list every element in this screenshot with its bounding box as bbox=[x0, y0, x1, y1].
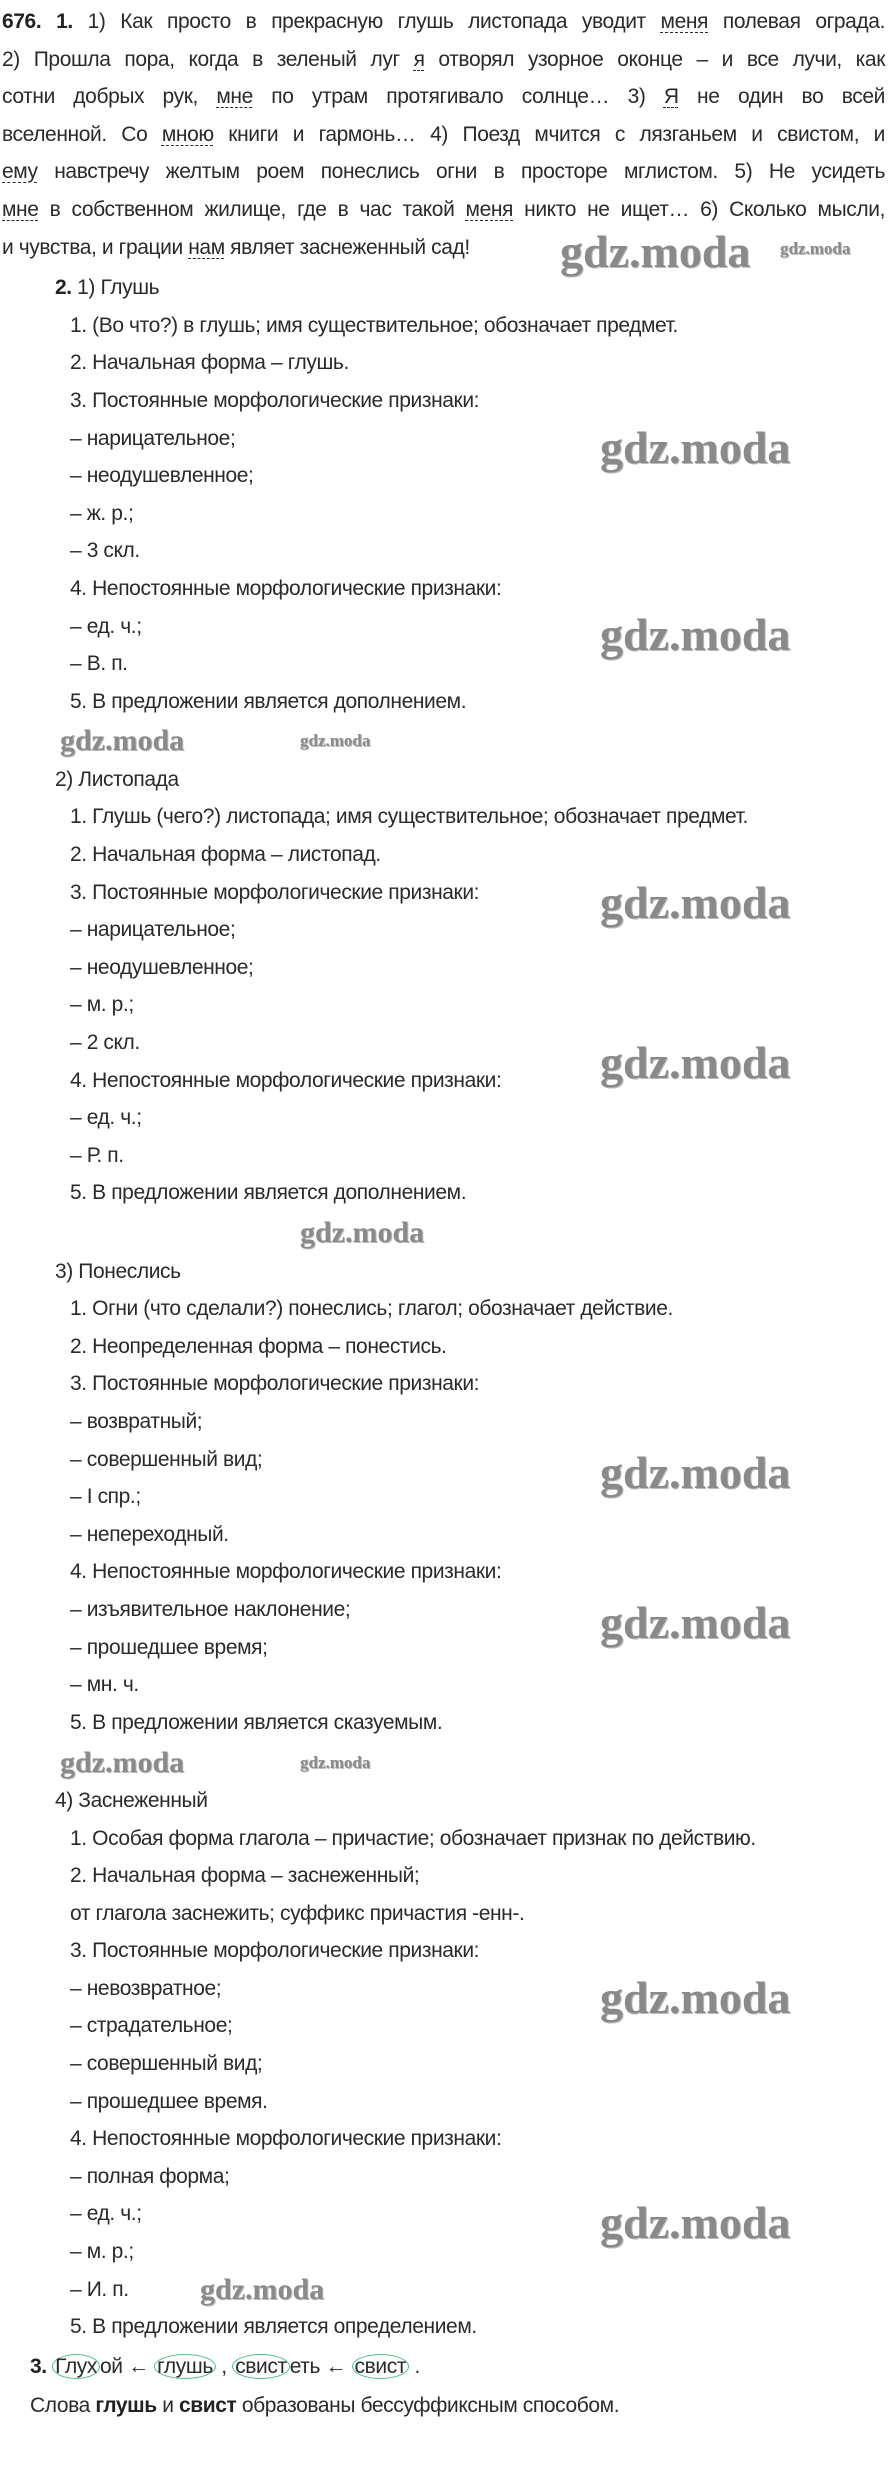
list-item: 2. Неопределенная форма – понестись. bbox=[70, 1334, 447, 1358]
word-ending: еть bbox=[289, 2354, 321, 2378]
list-item: 1. Особая форма глагола – причастие; обозначает признак по действию. bbox=[70, 1826, 756, 1850]
text-line bbox=[0, 116, 888, 154]
list-item: 4. Непостоянные морфологические признаки: bbox=[70, 2127, 502, 2151]
text-line bbox=[0, 229, 473, 267]
exercise-text bbox=[0, 3, 888, 266]
section-title bbox=[55, 761, 179, 799]
list-item: 1. Глушь (чего?) листопада; имя существительное; обозначает предмет. bbox=[70, 805, 748, 829]
spacer bbox=[0, 720, 888, 758]
list-item: 1. Огни (что сделали?) понеслись; глагол; обозначает действие. bbox=[70, 1297, 673, 1321]
text-segment: образованы бессуффиксным способом. bbox=[236, 2394, 620, 2418]
text-segment: в собственном жилище, где в час такой bbox=[38, 197, 466, 221]
watermark: gdz.moda bbox=[600, 1037, 791, 1088]
text-line bbox=[0, 78, 888, 116]
circled-word: глушь bbox=[154, 2354, 216, 2379]
task-number: 2. bbox=[55, 276, 72, 300]
list-item: – м. р.; bbox=[70, 993, 134, 1017]
list-item: – нарицательное; bbox=[70, 426, 236, 450]
list-item: – ед. ч.; bbox=[70, 614, 142, 638]
list-item: 3. Постоянные морфологические признаки: bbox=[70, 388, 480, 412]
list-item: – прошедшее время; bbox=[70, 1635, 268, 1659]
watermark: gdz.moda bbox=[600, 609, 791, 660]
list-item: – ед. ч.; bbox=[70, 2202, 142, 2226]
list-item: 1. (Во что?) в глушь; имя существительное; обозначает предмет. bbox=[70, 313, 678, 337]
text-segment: навстречу желтым роем понеслись огни в просторе мглистом. 5) Не усидеть bbox=[37, 160, 885, 184]
list-item: – ед. ч.; bbox=[70, 1106, 142, 1130]
underlined-pronoun: меня bbox=[465, 197, 514, 221]
list-item: 5. В предложении является сказуемым. bbox=[70, 1710, 443, 1734]
watermark: gdz.moda bbox=[60, 1746, 185, 1779]
list-item: 3. Постоянные морфологические признаки: bbox=[70, 880, 480, 904]
watermark: gdz.moda bbox=[600, 1972, 791, 2023]
underlined-pronoun: меня bbox=[660, 10, 709, 33]
list-item: – 2 скл. bbox=[70, 1031, 140, 1055]
word-ending: ой bbox=[100, 2354, 123, 2378]
text-segment: полевая ограда. bbox=[708, 10, 886, 33]
list-item: – изъявительное наклонение; bbox=[70, 1597, 351, 1621]
list-item: – Р. п. bbox=[70, 1143, 124, 1167]
text-line bbox=[0, 41, 888, 79]
text-segment: отворял узорное оконце – и все лучи, как bbox=[424, 47, 886, 71]
document bbox=[0, 3, 888, 2425]
section-title bbox=[55, 269, 159, 307]
list-item: – I спр.; bbox=[70, 1485, 141, 1509]
watermark: gdz.moda bbox=[600, 1447, 791, 1498]
underlined-pronoun: мне bbox=[2, 197, 39, 221]
list-item: – страдательное; bbox=[70, 2014, 233, 2038]
circled-root: Глух bbox=[52, 2354, 100, 2379]
text-segment: не один во всей bbox=[678, 85, 885, 109]
text-segment: сотни добрых рук, bbox=[2, 85, 217, 109]
list-item: 4. Непостоянные морфологические признаки: bbox=[70, 1068, 502, 1092]
separator: , bbox=[215, 2354, 233, 2378]
text-segment: по утрам протягивало солнце… 3) bbox=[252, 85, 664, 109]
end-mark: . bbox=[409, 2354, 420, 2378]
list-item: 2. Начальная форма – заснеженный; bbox=[70, 1864, 420, 1888]
list-item: – мн. ч. bbox=[70, 1673, 139, 1697]
list-item: – 3 скл. bbox=[70, 539, 140, 563]
section-title bbox=[55, 1253, 181, 1291]
circled-word: свист bbox=[352, 2354, 410, 2379]
section-title bbox=[55, 1782, 208, 1820]
list-item: 5. В предложении является определением. bbox=[70, 2315, 477, 2339]
watermark: gdz.moda bbox=[600, 877, 791, 928]
list-item: – неодушевленное; bbox=[70, 955, 254, 979]
list-item: – невозвратное; bbox=[70, 1976, 222, 2000]
underlined-pronoun: ему bbox=[2, 160, 38, 184]
list-item: – ж. р.; bbox=[70, 501, 134, 525]
text-segment: никто не ищет… 6) Сколько мысли, bbox=[513, 197, 885, 221]
watermark: gdz.moda bbox=[600, 2197, 791, 2248]
list-item: 5. В предложении является дополнением. bbox=[70, 689, 467, 713]
task-2 bbox=[0, 269, 888, 2346]
text-segment: 1) Как просто в прекрасную глушь листопада уводит bbox=[72, 10, 661, 33]
text-line bbox=[0, 191, 888, 229]
circled-root: свист bbox=[232, 2354, 290, 2379]
arrow: ← bbox=[122, 2354, 155, 2378]
list-item: – неодушевленное; bbox=[70, 464, 254, 488]
section-title-text: 2) Листопада bbox=[55, 767, 179, 791]
watermark: gdz.moda bbox=[300, 1753, 371, 1772]
text-segment: и bbox=[156, 2394, 179, 2418]
conclusion bbox=[30, 2387, 619, 2425]
watermark: gdz.moda bbox=[300, 1216, 425, 1249]
list-item: – возвратный; bbox=[70, 1409, 203, 1433]
list-item: 4. Непостоянные морфологические признаки: bbox=[70, 576, 502, 600]
list-item: – полная форма; bbox=[70, 2164, 230, 2188]
watermark: gdz.moda bbox=[300, 731, 371, 750]
list-item: – В. п. bbox=[70, 652, 128, 676]
text-segment: Слова bbox=[30, 2394, 96, 2418]
watermark: gdz.moda bbox=[560, 226, 751, 277]
text-line bbox=[0, 3, 888, 41]
section-title-text: 3) Понеслись bbox=[55, 1259, 181, 1283]
text-segment: и чувства, и грации bbox=[2, 235, 189, 259]
text-segment: книги и гармонь… 4) Поезд мчится с лязганьем и свистом, и bbox=[213, 122, 885, 146]
list-item: – нарицательное; bbox=[70, 918, 236, 942]
task-3 bbox=[0, 2348, 888, 2425]
watermark: gdz.moda bbox=[600, 422, 791, 473]
list-item: – прошедшее время. bbox=[70, 2089, 268, 2113]
underlined-pronoun: Я bbox=[663, 85, 679, 109]
list-item: – И. п. bbox=[70, 2277, 129, 2301]
underlined-pronoun: мне bbox=[216, 85, 253, 109]
watermark: gdz.moda bbox=[60, 724, 185, 757]
bold-text: свист bbox=[178, 2394, 237, 2418]
spacer bbox=[0, 1212, 888, 1250]
list-item: – совершенный вид; bbox=[70, 1447, 263, 1471]
watermark: gdz.moda bbox=[200, 2273, 325, 2306]
watermark: gdz.moda bbox=[780, 239, 851, 258]
section-title-text: 1) Глушь bbox=[77, 276, 160, 300]
bold-text: 676. 1. bbox=[2, 10, 73, 33]
list-item: от глагола заснежить; суффикс причастия -енн-. bbox=[70, 1901, 525, 1925]
list-item: 2. Начальная форма – листопад. bbox=[70, 843, 381, 867]
list-item: 3. Постоянные морфологические признаки: bbox=[70, 1939, 480, 1963]
underlined-pronoun: нам bbox=[188, 235, 225, 259]
list-item: 4. Непостоянные морфологические признаки: bbox=[70, 1560, 502, 1584]
list-item: 2. Начальная форма – глушь. bbox=[70, 351, 349, 375]
task-number: 3. bbox=[30, 2354, 47, 2378]
spacer bbox=[0, 1741, 888, 1779]
underlined-pronoun: мною bbox=[161, 122, 214, 146]
section-title-text: 4) Заснеженный bbox=[55, 1788, 208, 1812]
list-item: 3. Постоянные морфологические признаки: bbox=[70, 1372, 480, 1396]
text-segment: вселенной. Со bbox=[2, 122, 162, 146]
text-segment: 2) Прошла пора, когда в зеленый луг bbox=[2, 47, 414, 71]
word-formation-line bbox=[30, 2348, 420, 2386]
bold-text: глушь bbox=[95, 2394, 157, 2418]
arrow: ← bbox=[320, 2354, 352, 2378]
list-item: – непереходный. bbox=[70, 1522, 229, 1546]
list-item: – м. р.; bbox=[70, 2240, 134, 2264]
list-item: – совершенный вид; bbox=[70, 2052, 263, 2076]
text-line bbox=[0, 153, 888, 191]
text-segment: являет заснеженный сад! bbox=[224, 235, 470, 259]
watermark: gdz.moda bbox=[600, 1597, 791, 1648]
list-item: 5. В предложении является дополнением. bbox=[70, 1181, 467, 1205]
underlined-pronoun: я bbox=[413, 47, 425, 71]
